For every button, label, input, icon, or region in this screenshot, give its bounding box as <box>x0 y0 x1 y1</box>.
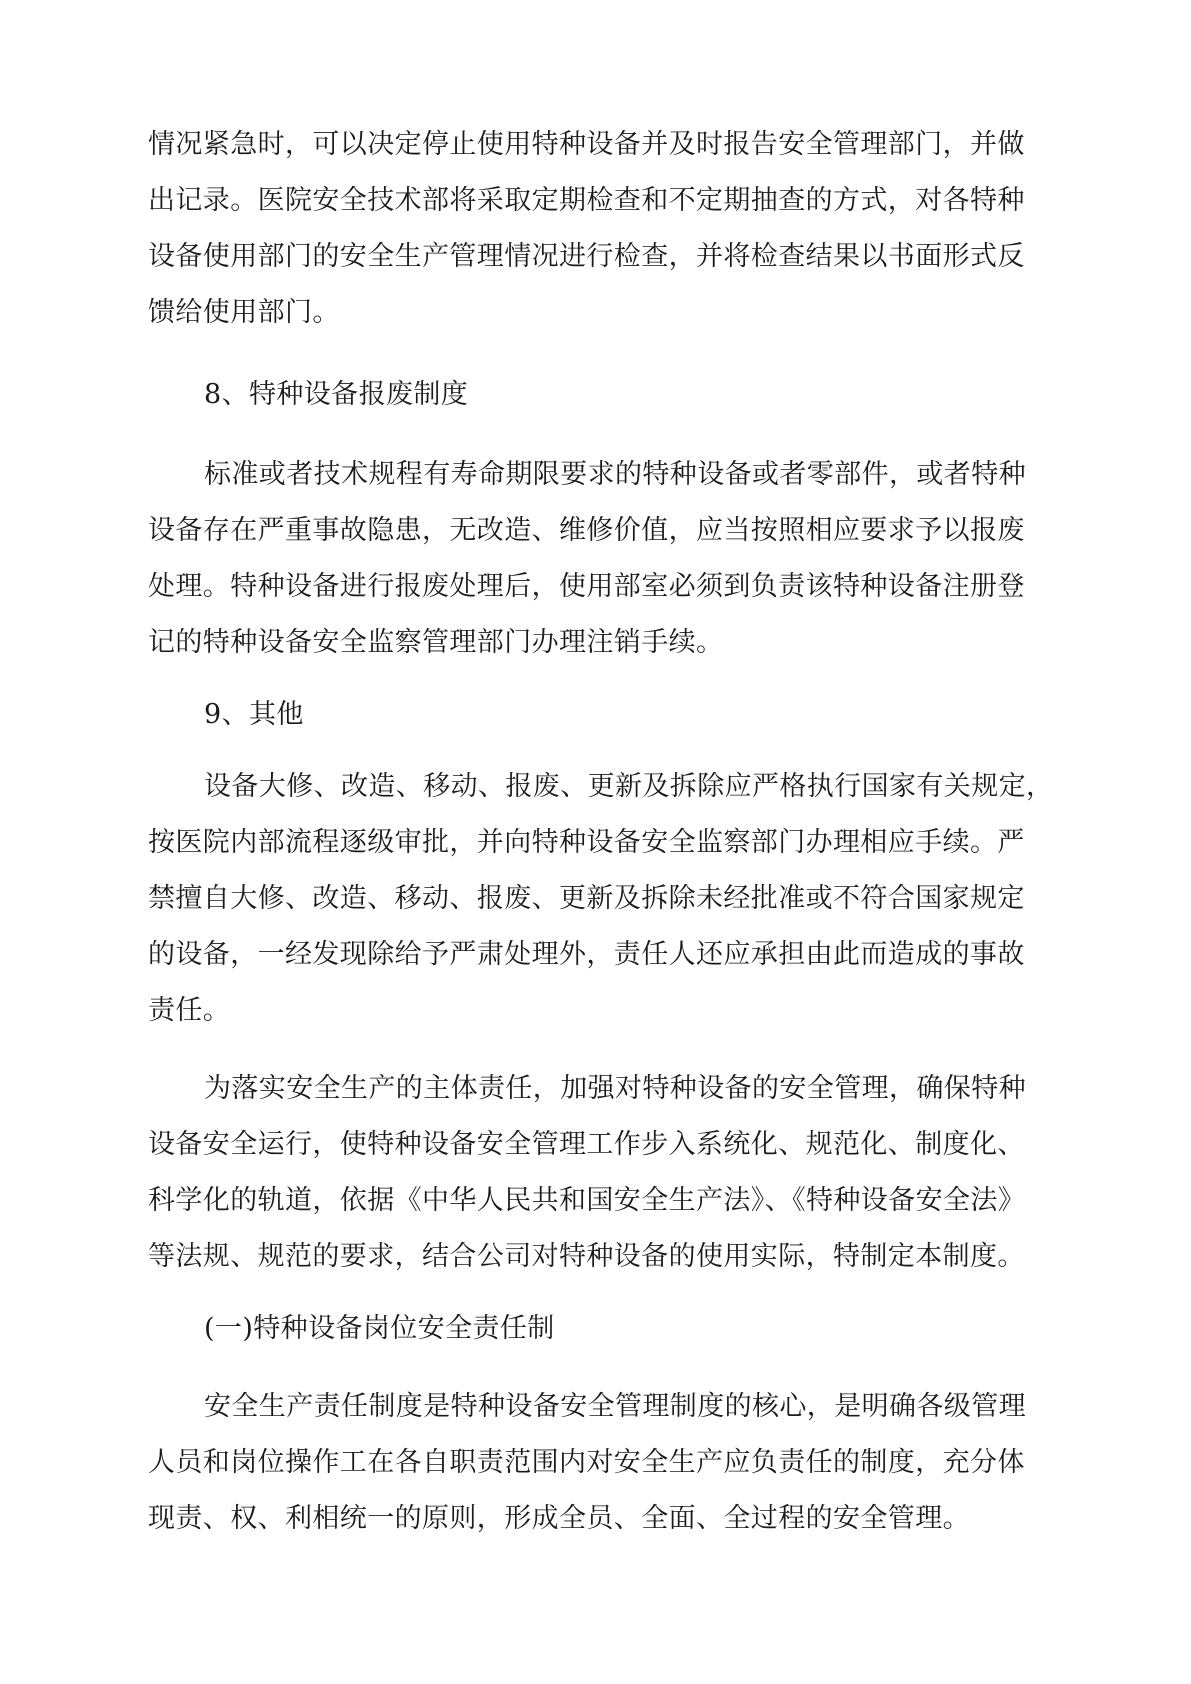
paragraph-line: 设备大修、改造、移动、报废、更新及拆除应严格执行国家有关规定， <box>204 771 1054 802</box>
paragraph-line: 现责、权、利相统一的原则，形成全员、全面、全过程的安全管理。 <box>148 1503 970 1534</box>
paragraph-line: 记的特种设备安全监察管理部门办理注销手续。 <box>148 627 724 658</box>
paragraph-line: 出记录。医院安全技术部将采取定期检查和不定期抽查的方式，对各特种 <box>148 185 1025 216</box>
paragraph-line: 按医院内部流程逐级审批，并向特种设备安全监察部门办理相应手续。严 <box>148 827 1025 858</box>
paragraph-line: 设备使用部门的安全生产管理情况进行检查，并将检查结果以书面形式反 <box>148 241 1025 272</box>
paragraph-line: 科学化的轨道，依据《中华人民共和国安全生产法》、《特种设备安全法》 <box>148 1185 1026 1216</box>
paragraph-line: 禁擅自大修、改造、移动、报废、更新及拆除未经批准或不符合国家规定 <box>148 883 1025 914</box>
paragraph-line: 设备存在严重事故隐患，无改造、维修价值，应当按照相应要求予以报废 <box>148 515 1025 546</box>
paragraph-line: 的设备，一经发现除给予严肃处理外，责任人还应承担由此而造成的事故 <box>148 939 1025 970</box>
paragraph-line: 处理。特种设备进行报废处理后，使用部室必须到负责该特种设备注册登 <box>148 571 1025 602</box>
paragraph-line: 馈给使用部门。 <box>148 297 340 328</box>
section-heading: 8、特种设备报废制度 <box>204 379 469 410</box>
section-heading: 9、其他 <box>204 699 304 730</box>
paragraph-line: 等法规、规范的要求，结合公司对特种设备的使用实际，特制定本制度。 <box>148 1241 1025 1272</box>
paragraph-line: 设备安全运行，使特种设备安全管理工作步入系统化、规范化、制度化、 <box>148 1129 1025 1160</box>
paragraph-line: 安全生产责任制度是特种设备安全管理制度的核心，是明确各级管理 <box>204 1391 1026 1422</box>
paragraph-line: 人员和岗位操作工在各自职责范围内对安全生产应负责任的制度，充分体 <box>148 1447 1025 1478</box>
paragraph-line: 情况紧急时，可以决定停止使用特种设备并及时报告安全管理部门，并做 <box>148 129 1025 160</box>
paragraph-line: 责任。 <box>148 995 231 1026</box>
paragraph-line: 为落实安全生产的主体责任，加强对特种设备的安全管理，确保特种 <box>204 1073 1026 1104</box>
paragraph-line: 标准或者技术规程有寿命期限要求的特种设备或者零部件，或者特种 <box>204 459 1026 490</box>
section-heading: (一)特种设备岗位安全责任制 <box>204 1313 555 1344</box>
